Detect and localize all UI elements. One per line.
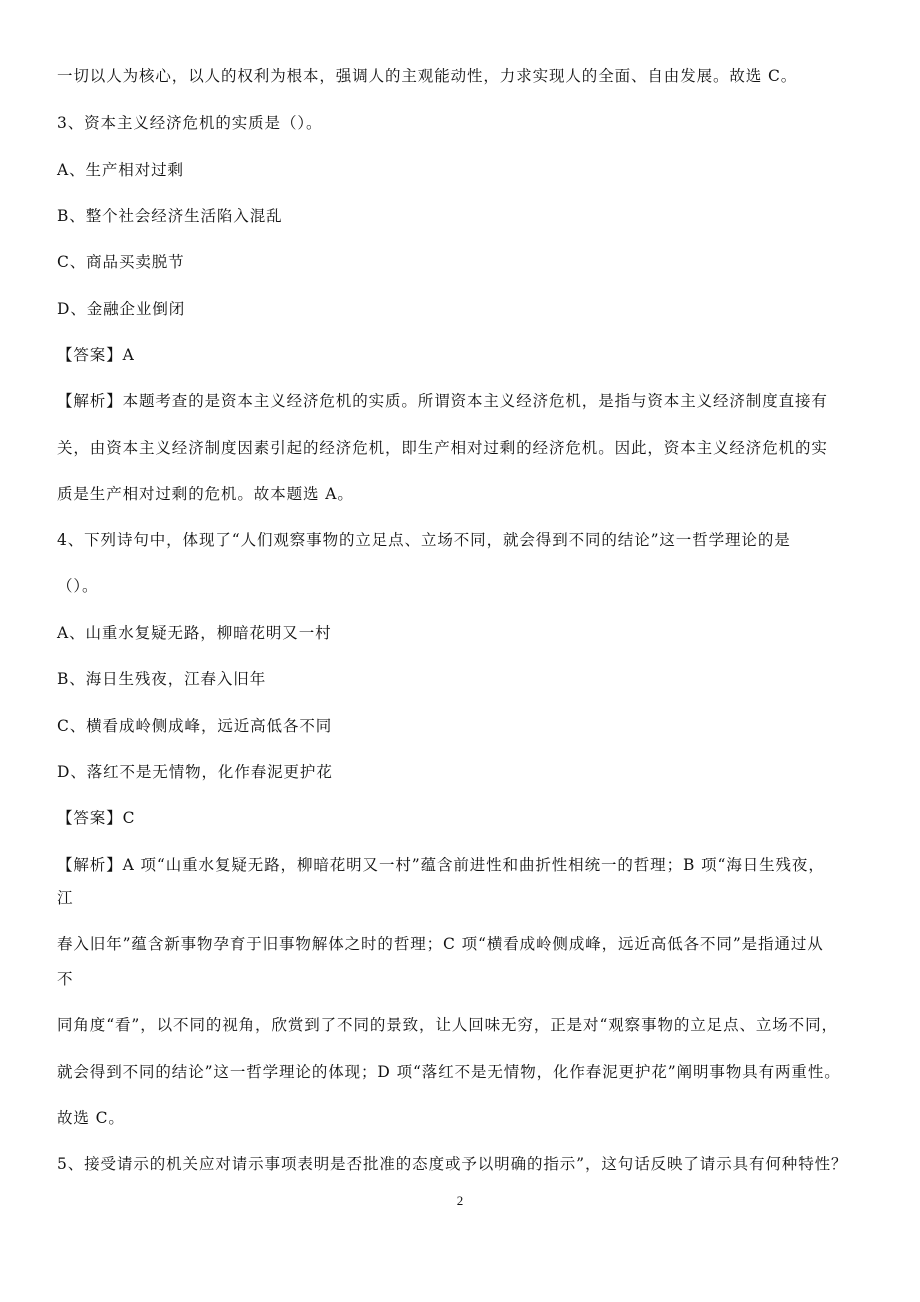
q4-option-a: A、山重水复疑无路，柳暗花明又一村 <box>57 624 332 642</box>
question-5: 5、接受请示的机关应对请示事项表明是否批准的态度或予以明确的指示”，这句话反映了请示具有何种特性？ <box>57 1155 848 1173</box>
q4-explanation-line-2: 江 <box>57 889 74 907</box>
q4-explanation-line-7: 故选 C。 <box>57 1109 125 1127</box>
q3-answer: 【答案】A <box>57 346 135 364</box>
q4-option-b: B、海日生残夜，江春入旧年 <box>57 670 267 688</box>
q3-option-b: B、整个社会经济生活陷入混乱 <box>57 207 283 225</box>
q3-option-c: C、商品买卖脱节 <box>57 253 185 271</box>
q3-option-d: D、金融企业倒闭 <box>57 300 186 318</box>
q3-explanation-line-2: 关，由资本主义经济制度因素引起的经济危机，即生产相对过剩的经济危机。因此，资本主义经济危机的实 <box>57 439 828 457</box>
question-4-blank: （）。 <box>57 577 99 595</box>
page-number: 2 <box>456 1193 464 1208</box>
q4-explanation-line-1: 【解析】A 项“山重水复疑无路，柳暗花明又一村”蕴含前进性和曲折性相统一的哲理；B 项“海日生残夜， <box>57 856 825 874</box>
question-4: 4、下列诗句中，体现了“人们观察事物的立足点、立场不同，就会得到不同的结论”这一哲学理论的是 <box>57 531 791 549</box>
q4-answer: 【答案】C <box>57 809 136 827</box>
q4-option-c: C、横看成岭侧成峰，远近高低各不同 <box>57 717 333 735</box>
q3-option-a: A、生产相对过剩 <box>57 161 184 179</box>
q4-explanation-line-5: 同角度“看”，以不同的视角，欣赏到了不同的景致，让人回味无穷，正是对“观察事物的立足点、立场不同， <box>57 1016 838 1034</box>
question-3: 3、资本主义经济危机的实质是（）。 <box>57 114 323 132</box>
q4-explanation-line-3: 春入旧年”蕴含新事物孕育于旧事物解体之时的哲理；C 项“横看成岭侧成峰，远近高低各不同”是指通过从 <box>57 935 824 953</box>
q3-explanation-line-1: 【解析】本题考查的是资本主义经济危机的实质。所谓资本主义经济危机，是指与资本主义经济制度直接有 <box>57 392 828 410</box>
q4-explanation-line-4: 不 <box>57 970 74 988</box>
q3-explanation-line-3: 质是生产相对过剩的危机。故本题选 A。 <box>57 485 354 503</box>
text-line-continuation: 一切以人为核心，以人的权利为根本，强调人的主观能动性，力求实现人的全面、自由发展。故选 C。 <box>57 67 798 85</box>
q4-option-d: D、落红不是无情物，化作春泥更护花 <box>57 763 333 781</box>
q4-explanation-line-6: 就会得到不同的结论”这一哲学理论的体现；D 项“落红不是无情物，化作春泥更护花”阐明事物具有两重性。 <box>57 1063 841 1081</box>
